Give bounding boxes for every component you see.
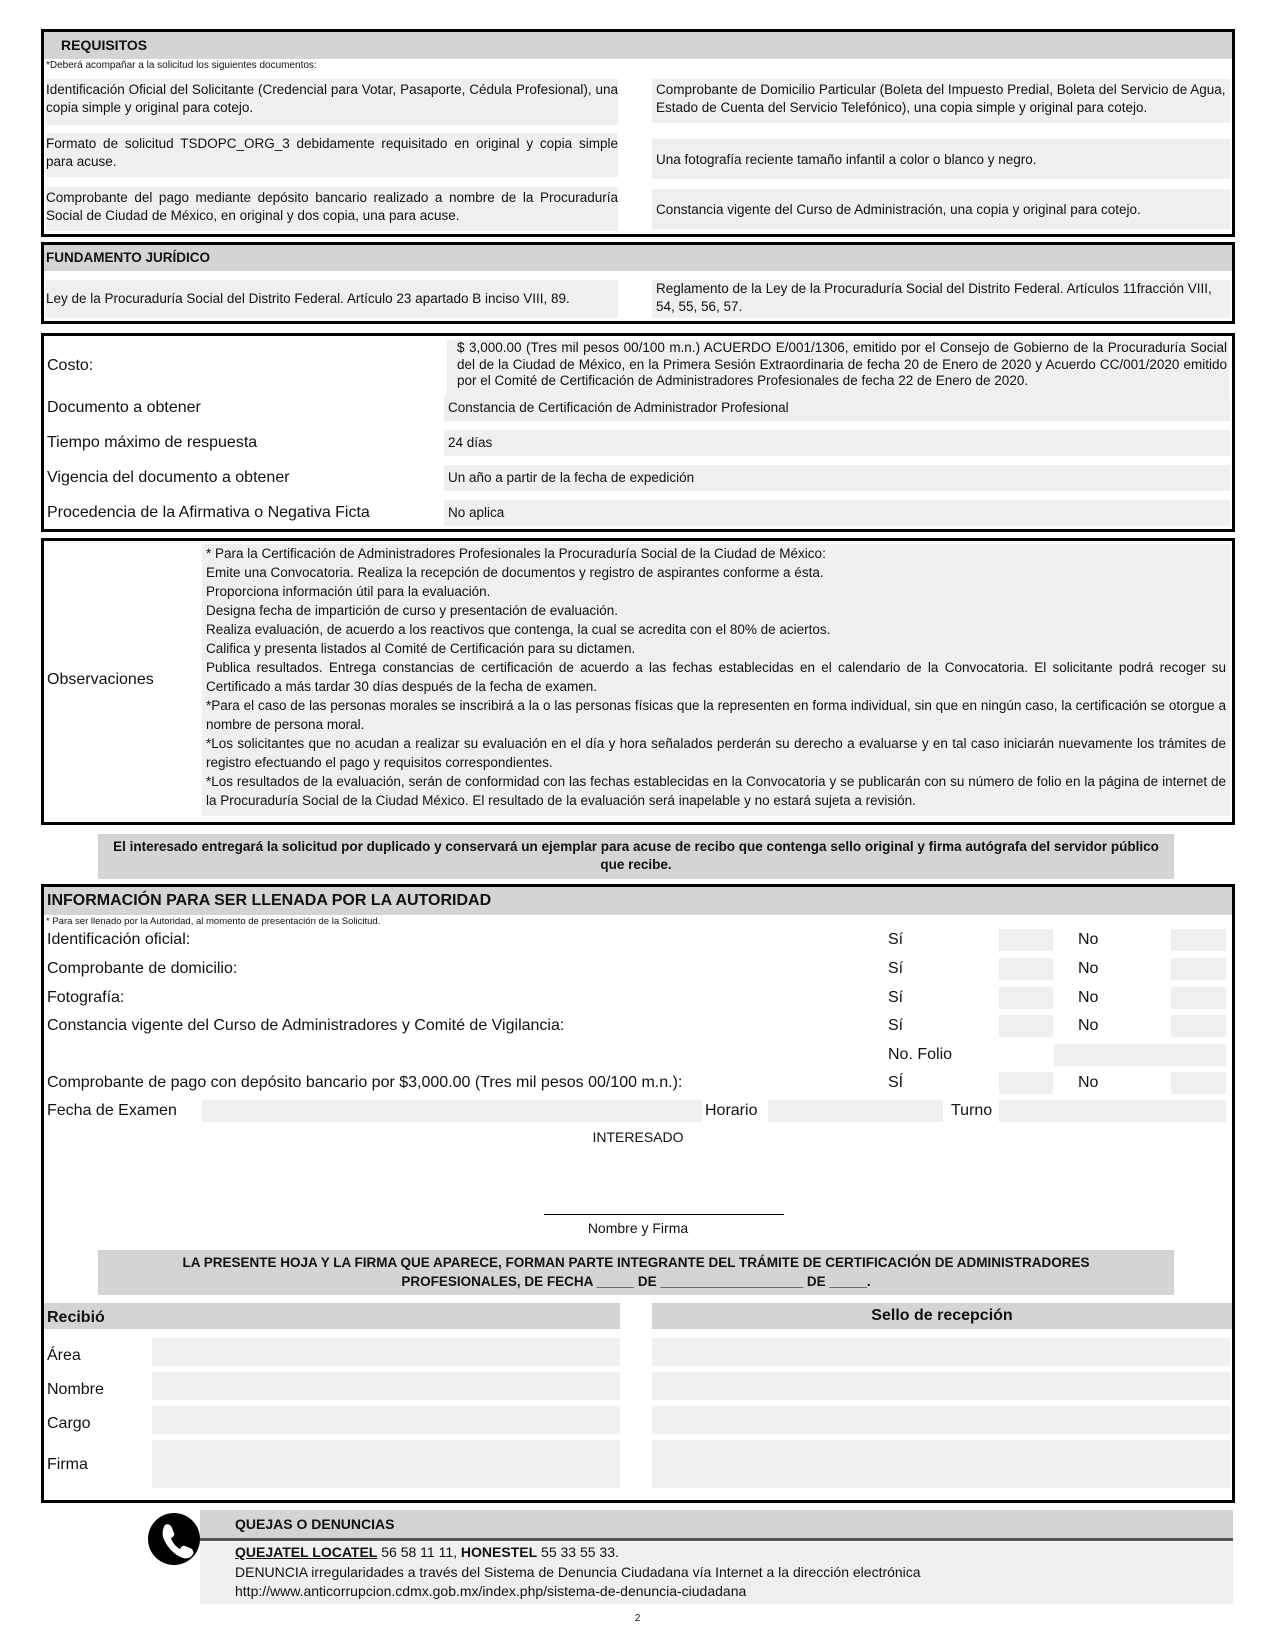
item-domicilio-no: No (1078, 960, 1099, 977)
item-constancia-no: No (1078, 1017, 1099, 1034)
pago-no-box[interactable] (1171, 1072, 1226, 1094)
fundamento-header (44, 245, 1232, 271)
identificacion-si-box[interactable] (999, 929, 1053, 951)
fotografia-no-box[interactable] (1171, 987, 1226, 1009)
fundamento-section (41, 242, 1235, 324)
cargo-label: Cargo (47, 1415, 91, 1432)
autoridad-note: * Para ser llenado por la Autoridad, al momento de presentación de la Solicitud. (46, 916, 381, 927)
fundamento-right: Reglamento de la Ley de la Procuraduría Social del Distrito Federal. Artículos 11fracción VIII, 54, 55, 56, 57. (652, 280, 1230, 318)
requisitos-title: REQUISITOS (61, 37, 148, 53)
area-label: Área (47, 1347, 81, 1364)
observaciones-body (202, 544, 1230, 816)
nombre-input[interactable] (152, 1372, 620, 1400)
domicilio-si-box[interactable] (999, 958, 1053, 980)
domicilio-no-box[interactable] (1171, 958, 1226, 980)
requisito-right-3: Constancia vigente del Curso de Administración, una copia y original para cotejo. (652, 189, 1230, 229)
sello-header: Sello de recepción (652, 1303, 1232, 1329)
nombre-firma-label: Nombre y Firma (587, 1220, 689, 1236)
item-fotografia-no: No (1078, 989, 1099, 1006)
documento-label: Documento a obtener (47, 399, 201, 416)
observacion-line: *Los solicitantes que no acudan a realizar su evaluación en el día y hora señalados perderán su derecho a evaluarse y en tal caso iniciarán nuevamente los trámites de registro efectuando el pago y requisitos correspondientes. (206, 736, 1226, 770)
banner-line-2: PROFESIONALES, DE FECHA _____ DE ___________________ DE _____. (401, 1274, 871, 1289)
item-fotografia-label: Fotografía: (47, 989, 125, 1006)
sello-row-1[interactable] (652, 1338, 1230, 1366)
documento-value: Constancia de Certificación de Administrador Profesional (444, 395, 1230, 421)
autoridad-title: INFORMACIÓN PARA SER LLENADA POR LA AUTORIDAD (47, 892, 492, 909)
requisito-right-1: Comprobante de Domicilio Particular (Boleta del Impuesto Predial, Boleta del Servicio de Agua, Estado de Cuenta del Servicio Telefónico), una copia simple y original para cotejo. (652, 79, 1230, 123)
requisito-left-2: Formato de solicitud TSDOPC_ORG_3 debidamente requisitado en original y copia simple para acuse. (46, 133, 618, 177)
phone-icon (147, 1512, 201, 1566)
page-number: 2 (634, 1613, 641, 1624)
observacion-line: Emite una Convocatoria. Realiza la recepción de documentos y registro de aspirantes conforme a ésta. (206, 565, 824, 580)
item-constancia-label: Constancia vigente del Curso de Administradores y Comité de Vigilancia: (47, 1017, 565, 1034)
firma-input[interactable] (152, 1440, 620, 1488)
folio-label: No. Folio (888, 1046, 953, 1063)
quejatel-number: 56 58 11 11, (377, 1544, 461, 1560)
observacion-line: Realiza evaluación, de acuerdo a los reactivos que contenga, la cual se acredita con el 80% de aciertos. (206, 622, 831, 637)
observaciones-label: Observaciones (47, 671, 154, 688)
pago-no: No (1078, 1074, 1099, 1091)
honestel-label: HONESTEL (460, 1544, 538, 1560)
banner-line-1: LA PRESENTE HOJA Y LA FIRMA QUE APARECE, FORMAN PARTE INTEGRANTE DEL TRÁMITE DE CERTIFICACIÓN DE ADMINISTRADORES (182, 1255, 1090, 1270)
constancia-no-box[interactable] (1171, 1015, 1226, 1037)
fecha-examen-input[interactable] (202, 1100, 702, 1122)
firma-label: Firma (47, 1456, 88, 1473)
identificacion-no-box[interactable] (1171, 929, 1226, 951)
sello-row-4[interactable] (652, 1440, 1230, 1488)
constancia-si-box[interactable] (999, 1015, 1053, 1037)
pago-label: Comprobante de pago con depósito bancario por $3,000.00 (Tres mil pesos 00/100 m.n.): (47, 1074, 683, 1091)
fundamento-left: Ley de la Procuraduría Social del Distrito Federal. Artículo 23 apartado B inciso VIII, 89. (46, 280, 618, 318)
requisitos-header (44, 32, 1232, 59)
horario-input[interactable] (768, 1100, 943, 1122)
costo-value: $ 3,000.00 (Tres mil pesos 00/100 m.n.) ACUERDO E/001/1306, emitido por el Consejo de Gobierno de la Procuraduría Social del de la Ciudad de México, en la Primera Sesión Extraordinaria de fecha 20 de Enero de 2020 y Acuerdo CC/001/2020 emitido por el Comité de Certificación de Administradores Profesionales de fecha 22 de Enero de 2020. (447, 340, 1229, 395)
horario-label: Horario (705, 1102, 758, 1119)
folio-input[interactable] (1054, 1044, 1226, 1066)
sello-row-3[interactable] (652, 1406, 1230, 1434)
procedencia-label: Procedencia de la Afirmativa o Negativa Ficta (47, 504, 370, 521)
quejas-line-1 (235, 1543, 1233, 1563)
item-constancia-si: Sí (888, 1017, 904, 1034)
item-identificacion-label: Identificación oficial: (47, 931, 191, 948)
observacion-line: *Para el caso de las personas morales se inscribirá a la o las personas físicas que la representen en forma individual, sin que en ningún caso, la certificación se otorgue a nombre de persona moral. (206, 698, 1226, 732)
signature-line[interactable] (544, 1214, 784, 1215)
costo-label: Costo: (47, 357, 94, 374)
area-input[interactable] (152, 1338, 620, 1366)
details-section (41, 333, 1235, 532)
item-identificacion-si: Sí (888, 931, 904, 948)
turno-input[interactable] (999, 1100, 1226, 1122)
fundamento-title: FUNDAMENTO JURÍDICO (46, 250, 211, 265)
requisito-left-3: Comprobante del pago mediante depósito bancario realizado a nombre de la Procuraduría Social de Ciudad de México, en original y dos copia, una para acuse. (46, 187, 618, 231)
item-identificacion-no: No (1078, 931, 1099, 948)
sello-row-2[interactable] (652, 1372, 1230, 1400)
turno-label: Turno (951, 1102, 993, 1119)
requisitos-note: *Deberá acompañar a la solicitud los siguientes documentos: (46, 60, 317, 71)
fecha-examen-label: Fecha de Examen (47, 1102, 177, 1119)
observacion-line: Designa fecha de impartición de curso y presentación de evaluación. (206, 603, 618, 618)
item-fotografia-si: Sí (888, 989, 904, 1006)
requisito-right-2: Una fotografía reciente tamaño infantil a color o blanco y negro. (652, 139, 1230, 179)
quejas-url[interactable]: http://www.anticorrupcion.cdmx.gob.mx/index.php/sistema-de-denuncia-ciudadana (235, 1583, 747, 1599)
cargo-input[interactable] (152, 1406, 620, 1434)
observaciones-section (41, 538, 1235, 825)
certificacion-banner (98, 1250, 1174, 1295)
quejatel-label: QUEJATEL LOCATEL (235, 1544, 378, 1560)
quejas-body (200, 1542, 1233, 1604)
notice-banner: El interesado entregará la solicitud por duplicado y conservará un ejemplar para acuse de recibo que contenga sello original y firma autógrafa del servidor público que recibe. (98, 834, 1174, 879)
item-domicilio-label: Comprobante de domicilio: (47, 960, 238, 977)
pago-si: SÍ (888, 1074, 904, 1091)
requisito-left-1: Identificación Oficial del Solicitante (Credencial para Votar, Pasaporte, Cédula Profesional), una copia simple y original para cotejo. (46, 79, 618, 125)
autoridad-section (41, 884, 1235, 1503)
observacion-line: *Los resultados de la evaluación, serán de conformidad con las fechas establecidas en la Convocatoria y se publicarán con su número de folio en la página de internet de la Procuraduría Social de la Ciudad México. El resultado de la evaluación será inapelable y no estará sujeta a revisión. (206, 774, 1226, 808)
pago-si-box[interactable] (999, 1072, 1053, 1094)
procedencia-value: No aplica (444, 500, 1230, 526)
tiempo-value: 24 días (444, 430, 1230, 456)
observacion-line: Califica y presenta listados al Comité de Certificación para su dictamen. (206, 641, 636, 656)
requisitos-section (41, 29, 1235, 237)
fotografia-si-box[interactable] (999, 987, 1053, 1009)
vigencia-value: Un año a partir de la fecha de expedición (444, 465, 1230, 491)
tiempo-label: Tiempo máximo de respuesta (47, 434, 258, 451)
quejas-title: QUEJAS O DENUNCIAS (235, 1516, 395, 1532)
quejas-line-2: DENUNCIA irregularidades a través del Sistema de Denuncia Ciudadana vía Internet a la dirección electrónica (235, 1563, 921, 1580)
nombre-label: Nombre (47, 1381, 104, 1398)
observacion-line: * Para la Certificación de Administradores Profesionales la Procuraduría Social de la Ciudad de México: (206, 546, 826, 561)
observacion-line: Publica resultados. Entrega constancias de certificación de acuerdo a las fechas establecidas en el calendario de la Convocatoria. El solicitante podrá recoger su Certificado a más tardar 30 días después de la fecha de examen. (206, 660, 1226, 694)
recibio-header: Recibió (44, 1303, 620, 1329)
vigencia-label: Vigencia del documento a obtener (47, 469, 290, 486)
interesado-label: INTERESADO (592, 1129, 684, 1145)
honestel-number: 55 33 55 33. (537, 1544, 619, 1560)
item-domicilio-si: Sí (888, 960, 904, 977)
observacion-line: Proporciona información útil para la evaluación. (206, 584, 491, 599)
